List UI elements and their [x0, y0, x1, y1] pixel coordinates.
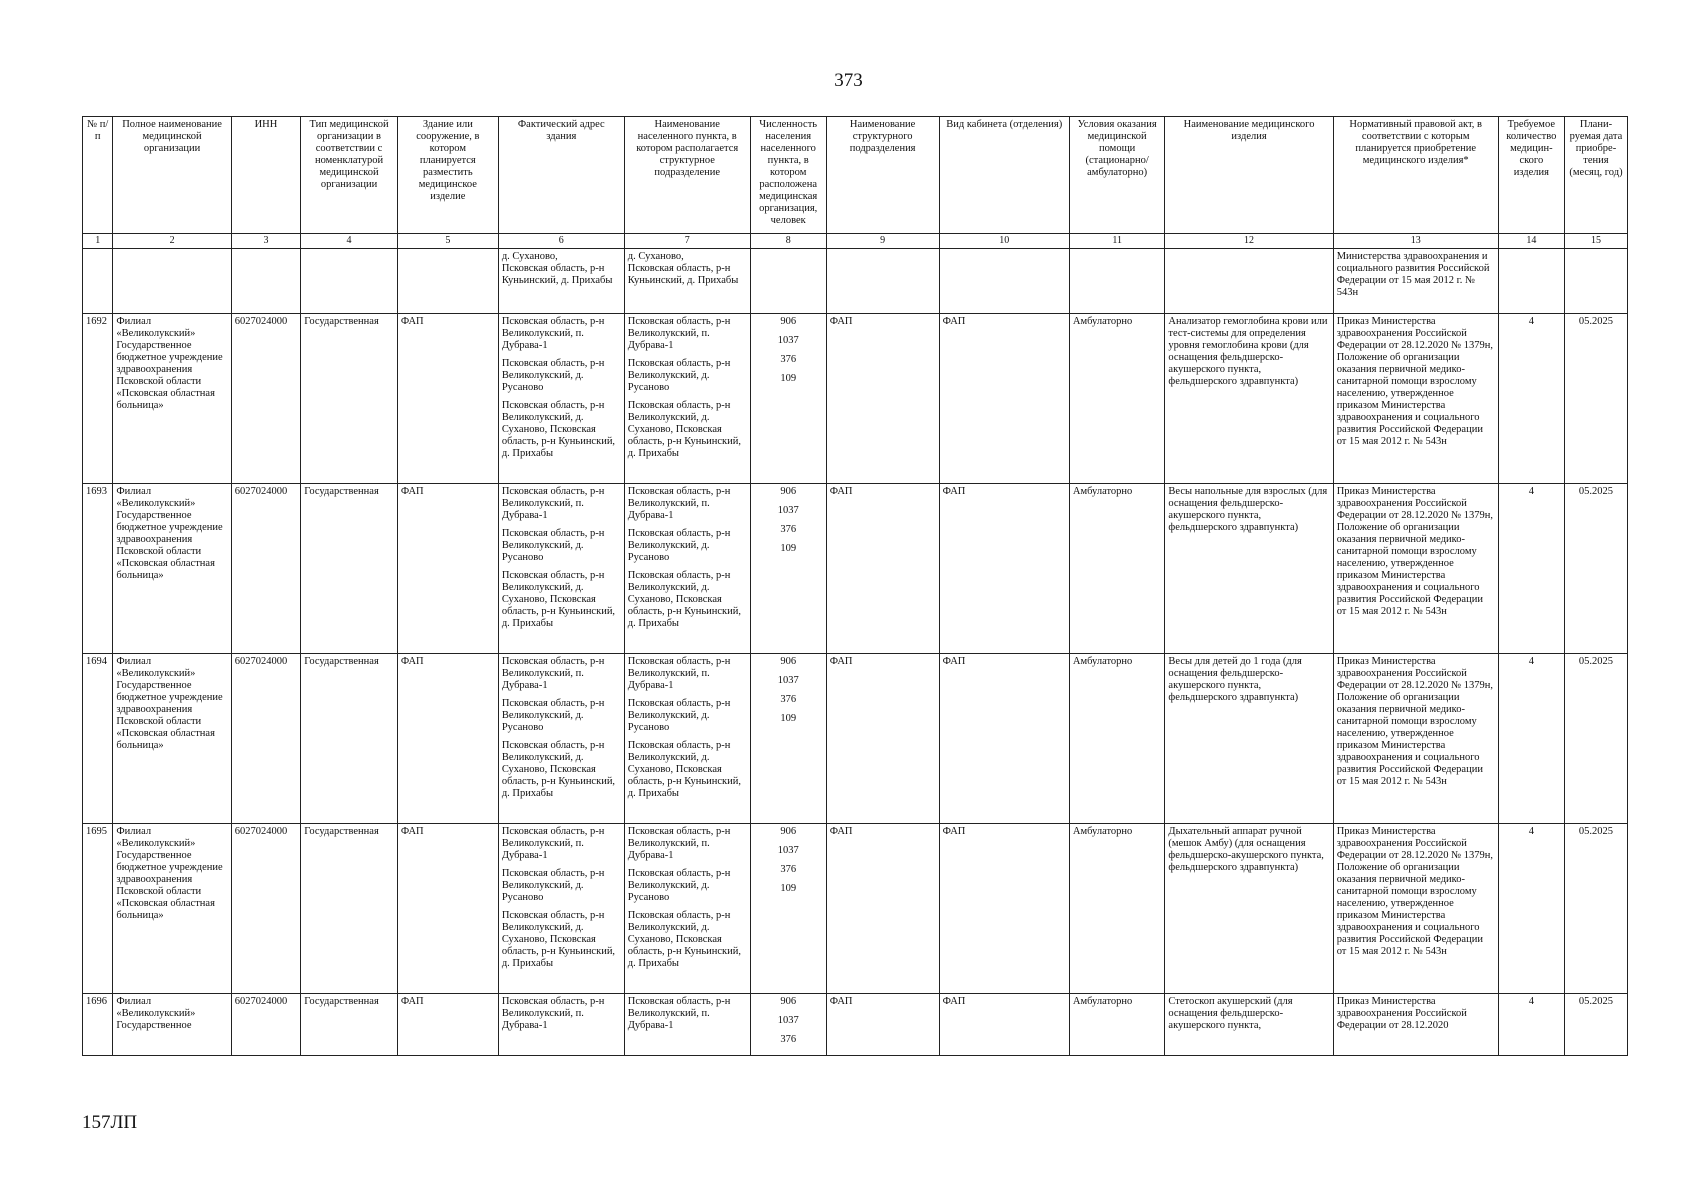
table-body	[83, 234, 1628, 1056]
population-value: 1037	[777, 1015, 799, 1026]
organization-type: Государственная	[301, 994, 398, 1056]
header-cell: Здание или сооружение, в котором планируется разместить медицинское изделие	[397, 117, 498, 234]
column-number-row	[83, 234, 1628, 249]
address-line: Псковская область, р-н Куньинский, д. Прихабы	[501, 263, 613, 286]
population-cell	[750, 824, 826, 994]
settlement-cell	[624, 654, 750, 824]
column-number: 6	[498, 234, 624, 249]
population-value: 376	[780, 524, 797, 535]
column-number: 9	[826, 234, 939, 249]
settlement-line: Псковская область, р-н Великолукский, д. Суханово, Псковская область, р-н Куньинский, д. Прихабы	[627, 400, 741, 459]
building: ФАП	[397, 314, 498, 484]
address-cell	[498, 654, 624, 824]
header-cell: Полное наименование медицинской организации	[113, 117, 231, 234]
organization-name: Филиал «Великолукский» Государственное бюджетное учреждение здравоохранения Псковской области «Псковская областная больница»	[113, 314, 231, 484]
legal-act: Приказ Министерства здравоохранения Российской Федерации от 28.12.2020 № 1379н, Положение об организации оказания первичной медико-санитарной помощи взрослому населению, утвержденное приказом Министерства здравоохранения и социального развития Российской Федерации от 15 мая 2012 г. № 543н	[1333, 654, 1498, 824]
legal-act: Приказ Министерства здравоохранения Российской Федерации от 28.12.2020	[1333, 994, 1498, 1056]
inn-value: 6027024000	[231, 314, 300, 484]
structural-unit: ФАП	[826, 824, 939, 994]
settlement-line: Псковская область, р-н Великолукский, д. Русаново	[627, 358, 731, 393]
settlement-cell	[624, 824, 750, 994]
population-value: 1037	[777, 675, 799, 686]
address-cell	[498, 824, 624, 994]
column-number: 4	[301, 234, 398, 249]
row-number: 1694	[83, 654, 113, 824]
settlement-line: Псковская область, р-н Великолукский, д. Суханово, Псковская область, р-н Куньинский, д. Прихабы	[627, 570, 741, 629]
address-line: Псковская область, р-н Великолукский, д. Русаново	[501, 868, 605, 903]
address-cell	[498, 994, 624, 1056]
address-line: Псковская область, р-н Великолукский, д. Русаново	[501, 698, 605, 733]
cabinet-type: ФАП	[939, 994, 1069, 1056]
table-row	[83, 994, 1628, 1056]
header-cell: Наименование населенного пункта, в котором располагается структурное подразделение	[624, 117, 750, 234]
address-line: Псковская область, р-н Великолукский, д. Русаново	[501, 528, 605, 563]
building: ФАП	[397, 484, 498, 654]
address-line: Псковская область, р-н Великолукский, д. Суханово, Псковская область, р-н Куньинский, д. Прихабы	[501, 740, 616, 799]
organization-type: Государственная	[301, 824, 398, 994]
legal-act: Приказ Министерства здравоохранения Российской Федерации от 28.12.2020 № 1379н, Положение об организации оказания первичной медико-санитарной помощи взрослому населению, утвержденное приказом Министерства здравоохранения и социального развития Российской Федерации от 15 мая 2012 г. № 543н	[1333, 824, 1498, 994]
population-value: 906	[780, 996, 797, 1007]
care-conditions: Амбулаторно	[1069, 654, 1165, 824]
address-line: Псковская область, р-н Великолукский, д. Суханово, Псковская область, р-н Куньинский, д. Прихабы	[501, 910, 616, 969]
purchase-date: 05.2025	[1564, 654, 1627, 824]
device-name: Весы для детей до 1 года (для оснащения фельдшерско-акушерского пункта, фельдшерского здравпункта)	[1165, 654, 1333, 824]
cabinet-type: ФАП	[939, 824, 1069, 994]
purchase-date: 05.2025	[1564, 994, 1627, 1056]
header-cell: Наименование медицинского изделия	[1165, 117, 1333, 234]
settlement-line: Псковская область, р-н Великолукский, п. Дубрава-1	[627, 656, 731, 691]
settlement-line: Псковская область, р-н Великолукский, д. Русаново	[627, 528, 731, 563]
address-line: Псковская область, р-н Великолукский, п. Дубрава-1	[501, 996, 605, 1031]
address-line: д. Суханово,	[501, 251, 558, 262]
structural-unit: ФАП	[826, 654, 939, 824]
table-row	[83, 824, 1628, 994]
column-number: 13	[1333, 234, 1498, 249]
column-number: 3	[231, 234, 300, 249]
population-value: 376	[780, 864, 797, 875]
population-cell	[750, 484, 826, 654]
table-row	[83, 484, 1628, 654]
quantity: 4	[1498, 994, 1564, 1056]
organization-type: Государственная	[301, 484, 398, 654]
settlement-cell	[624, 484, 750, 654]
population-value: 906	[780, 826, 797, 837]
quantity: 4	[1498, 484, 1564, 654]
care-conditions: Амбулаторно	[1069, 314, 1165, 484]
table-row	[83, 654, 1628, 824]
building: ФАП	[397, 994, 498, 1056]
header-cell: Численность населения населенного пункта, в котором расположена медицинская организация, человек	[750, 117, 826, 234]
column-number: 15	[1564, 234, 1627, 249]
header-cell: № п/п	[83, 117, 113, 234]
device-name: Стетоскоп акушерский (для оснащения фельдшерско-акушерского пункта,	[1165, 994, 1333, 1056]
column-number: 11	[1069, 234, 1165, 249]
header-row	[83, 117, 1628, 234]
header-cell: ИНН	[231, 117, 300, 234]
row-number: 1695	[83, 824, 113, 994]
device-name: Весы напольные для взрослых (для оснащения фельдшерско-акушерского пункта, фельдшерского здравпункта)	[1165, 484, 1333, 654]
continuation-row	[83, 249, 1628, 314]
column-number: 7	[624, 234, 750, 249]
quantity: 4	[1498, 314, 1564, 484]
purchase-date: 05.2025	[1564, 824, 1627, 994]
row-number: 1696	[83, 994, 113, 1056]
settlement-line: Псковская область, р-н Великолукский, п. Дубрава-1	[627, 316, 731, 351]
population-value: 109	[780, 373, 797, 384]
header-cell: Плани-руемая дата приобре-тения (месяц, год)	[1564, 117, 1627, 234]
building: ФАП	[397, 824, 498, 994]
header-cell: Вид кабинета (отделения)	[939, 117, 1069, 234]
header-cell: Тип медицинской организации в соответствии с номенклатурой медицинской организации	[301, 117, 398, 234]
population-value: 376	[780, 694, 797, 705]
care-conditions: Амбулаторно	[1069, 994, 1165, 1056]
equipment-table	[82, 116, 1628, 1056]
address-cell	[498, 484, 624, 654]
settlement-line: Псковская область, р-н Великолукский, д. Суханово, Псковская область, р-н Куньинский, д. Прихабы	[627, 740, 741, 799]
organization-name: Филиал «Великолукский» Государственное бюджетное учреждение здравоохранения Псковской области «Псковская областная больница»	[113, 654, 231, 824]
structural-unit: ФАП	[826, 994, 939, 1056]
settlement-cell	[624, 249, 750, 314]
address-line: Псковская область, р-н Великолукский, п. Дубрава-1	[501, 486, 605, 521]
settlement-line: Псковская область, р-н Великолукский, д. Русаново	[627, 868, 731, 903]
settlement-line: Псковская область, р-н Великолукский, д. Русаново	[627, 698, 731, 733]
care-conditions: Амбулаторно	[1069, 484, 1165, 654]
column-number: 2	[113, 234, 231, 249]
population-value: 906	[780, 656, 797, 667]
quantity: 4	[1498, 824, 1564, 994]
header-cell: Наименование структурного подразделения	[826, 117, 939, 234]
population-value: 1037	[777, 505, 799, 516]
care-conditions: Амбулаторно	[1069, 824, 1165, 994]
footer-code: 157ЛП	[82, 1112, 138, 1133]
population-value: 906	[780, 486, 797, 497]
population-value: 109	[780, 543, 797, 554]
address-line: Псковская область, р-н Великолукский, п. Дубрава-1	[501, 316, 605, 351]
inn-value: 6027024000	[231, 824, 300, 994]
settlement-line: Псковская область, р-н Великолукский, п. Дубрава-1	[627, 486, 731, 521]
header-cell: Нормативный правовой акт, в соответствии с которым планируется приобретение медицинского изделия*	[1333, 117, 1498, 234]
organization-type: Государственная	[301, 314, 398, 484]
legal-act: Приказ Министерства здравоохранения Российской Федерации от 28.12.2020 № 1379н, Положение об организации оказания первичной медико-санитарной помощи взрослому населению, утвержденное приказом Министерства здравоохранения и социального развития Российской Федерации от 15 мая 2012 г. № 543н	[1333, 314, 1498, 484]
address-line: Псковская область, р-н Великолукский, д. Русаново	[501, 358, 605, 393]
quantity: 4	[1498, 654, 1564, 824]
purchase-date: 05.2025	[1564, 484, 1627, 654]
device-name: Анализатор гемоглобина крови или тест-системы для определения уровня гемоглобина крови (для оснащения фельдшерско-акушерского пункта, фельдшерского здравпункта)	[1165, 314, 1333, 484]
population-value: 109	[780, 713, 797, 724]
address-line: Псковская область, р-н Великолукский, п. Дубрава-1	[501, 826, 605, 861]
header-cell: Условия оказания медицинской помощи (стационарно/ амбулаторно)	[1069, 117, 1165, 234]
table-row	[83, 314, 1628, 484]
legal-act: Приказ Министерства здравоохранения Российской Федерации от 28.12.2020 № 1379н, Положение об организации оказания первичной медико-санитарной помощи взрослому населению, утвержденное приказом Министерства здравоохранения и социального развития Российской Федерации от 15 мая 2012 г. № 543н	[1333, 484, 1498, 654]
cabinet-type: ФАП	[939, 314, 1069, 484]
column-number: 1	[83, 234, 113, 249]
organization-name: Филиал «Великолукский» Государственное бюджетное учреждение здравоохранения Псковской области «Псковская областная больница»	[113, 824, 231, 994]
structural-unit: ФАП	[826, 314, 939, 484]
settlement-line: д. Суханово,	[627, 251, 684, 262]
settlement-cell	[624, 994, 750, 1056]
header-cell: Требуемое количество медицин-ского изделия	[1498, 117, 1564, 234]
settlement-line: Псковская область, р-н Великолукский, п. Дубрава-1	[627, 996, 731, 1031]
organization-type: Государственная	[301, 654, 398, 824]
population-value: 1037	[777, 845, 799, 856]
device-name: Дыхательный аппарат ручной (мешок Амбу) (для оснащения фельдшерско-акушерского пункта, фельдшерского здравпункта)	[1165, 824, 1333, 994]
population-value: 376	[780, 354, 797, 365]
cabinet-type: ФАП	[939, 654, 1069, 824]
population-value: 109	[780, 883, 797, 894]
address-line: Псковская область, р-н Великолукский, д. Суханово, Псковская область, р-н Куньинский, д. Прихабы	[501, 570, 616, 629]
population-value: 376	[780, 1034, 797, 1045]
column-number: 10	[939, 234, 1069, 249]
structural-unit: ФАП	[826, 484, 939, 654]
column-number: 12	[1165, 234, 1333, 249]
population-cell	[750, 314, 826, 484]
inn-value: 6027024000	[231, 654, 300, 824]
organization-name: Филиал «Великолукский» Государственное	[113, 994, 231, 1056]
population-value: 1037	[777, 335, 799, 346]
cabinet-type: ФАП	[939, 484, 1069, 654]
settlement-line: Псковская область, р-н Великолукский, п. Дубрава-1	[627, 826, 731, 861]
population-cell	[750, 654, 826, 824]
building: ФАП	[397, 654, 498, 824]
purchase-date: 05.2025	[1564, 314, 1627, 484]
page-number: 373	[834, 70, 863, 91]
inn-value: 6027024000	[231, 484, 300, 654]
settlement-line: Псковская область, р-н Куньинский, д. Прихабы	[627, 263, 739, 286]
address-line: Псковская область, р-н Великолукский, п. Дубрава-1	[501, 656, 605, 691]
settlement-line: Псковская область, р-н Великолукский, д. Суханово, Псковская область, р-н Куньинский, д. Прихабы	[627, 910, 741, 969]
settlement-cell	[624, 314, 750, 484]
column-number: 14	[1498, 234, 1564, 249]
act-cell: Министерства здравоохранения и социального развития Российской Федерации от 15 мая 2012 г. № 543н	[1333, 249, 1498, 314]
address-line: Псковская область, р-н Великолукский, д. Суханово, Псковская область, р-н Куньинский, д. Прихабы	[501, 400, 616, 459]
column-number: 8	[750, 234, 826, 249]
address-cell	[498, 249, 624, 314]
population-value: 906	[780, 316, 797, 327]
organization-name: Филиал «Великолукский» Государственное бюджетное учреждение здравоохранения Псковской области «Псковская областная больница»	[113, 484, 231, 654]
address-cell	[498, 314, 624, 484]
population-cell	[750, 994, 826, 1056]
column-number: 5	[397, 234, 498, 249]
row-number: 1692	[83, 314, 113, 484]
header-cell: Фактический адрес здания	[498, 117, 624, 234]
row-number: 1693	[83, 484, 113, 654]
inn-value: 6027024000	[231, 994, 300, 1056]
